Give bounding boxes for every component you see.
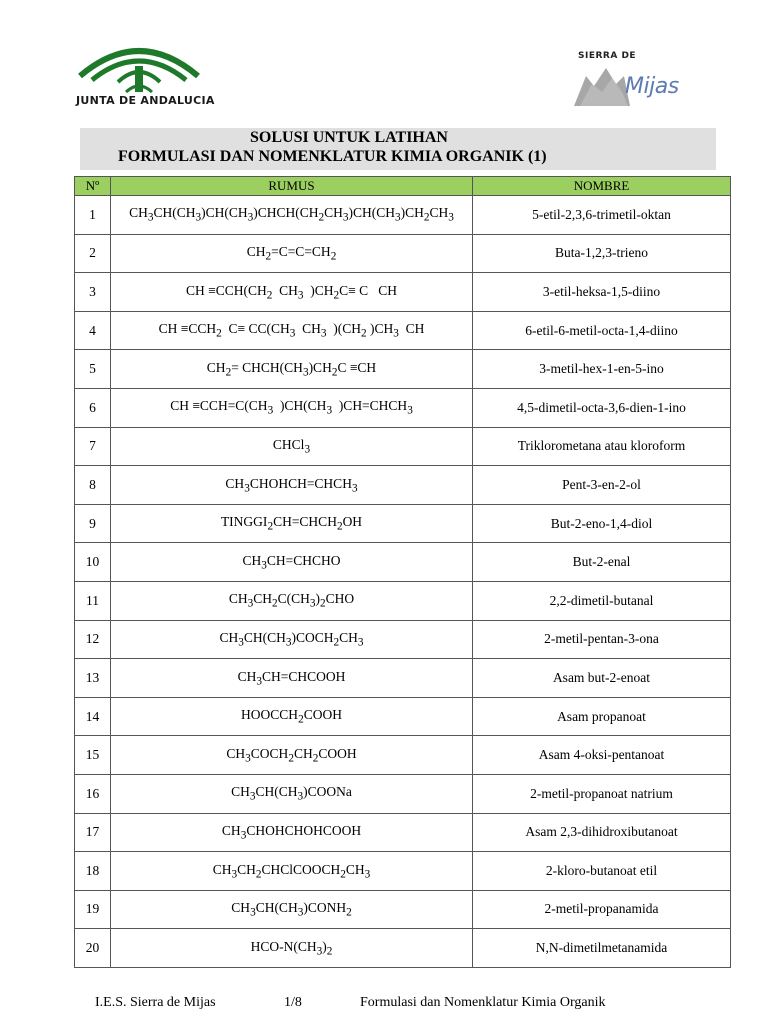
row-formula: CH $\equiv CCH_2$ $C\equiv CC(CH_3$ $CH_3$ )($CH_2$ )$CH_3$ CH [111,311,473,350]
table-row [75,581,731,620]
row-number: 2 [75,234,111,273]
junta-de-andalucia-logo [74,36,215,110]
row-number: 8 [75,466,111,505]
row-number: 20 [75,929,111,968]
table-row [75,427,731,466]
table-row [75,543,731,582]
row-number: 4 [75,311,111,350]
row-number: 15 [75,736,111,775]
row-number: 3 [75,273,111,312]
row-number: 6 [75,388,111,427]
table-row [75,929,731,968]
table-row [75,620,731,659]
table-row [75,659,731,698]
row-formula: $CH_3CHOHCHOHCOOH$ [111,813,473,852]
table-row [75,774,731,813]
table-row [75,196,731,235]
table-row [75,388,731,427]
logo-text-top: SIERRA DE [578,51,637,61]
row-formula: HCO-$N(CH_3)_2$ [111,929,473,968]
row-number: 7 [75,427,111,466]
row-formula: $CH_3CH_2CHClCOOCH_2CH_3$ [111,852,473,891]
table-row [75,311,731,350]
row-formula: $CH_3CH(CH_3)COCH_2CH_3$ [111,620,473,659]
row-number: 18 [75,852,111,891]
row-name: Asam 2,3-dihidroxibutanoat [473,813,731,852]
row-number: 11 [75,581,111,620]
logo-text: JUNTA DE ANDALUCIA [76,94,215,107]
row-number: 14 [75,697,111,736]
row-number: 5 [75,350,111,389]
column-header-name: NOMBRE [473,177,731,196]
table-row [75,736,731,775]
row-name: 2-metil-propanamida [473,890,731,929]
row-name: N,N-dimetilmetanamida [473,929,731,968]
title-box [80,128,716,170]
row-formula: $CH_3CHOHCH=CHCH_3$ [111,466,473,505]
row-name: 5-etil-2,3,6-trimetil-oktan [473,196,731,235]
table-row [75,504,731,543]
row-name: 2-metil-propanoat natrium [473,774,731,813]
page-title: SOLUSI UNTUK LATIHAN [250,129,448,146]
formula-table [74,176,731,968]
row-formula: CH $\equiv CCH=C(CH_3$ )$CH(CH_3$ )$CH=CHCH_3$ [111,388,473,427]
table-row [75,852,731,891]
row-formula: $CH_3CH(CH_3)COONa$ [111,774,473,813]
row-name: 4,5-dimetil-octa-3,6-dien-1-ino [473,388,731,427]
row-number: 9 [75,504,111,543]
row-formula: $TINGGI_2CH=CHCH_2OH$ [111,504,473,543]
row-name: 2-metil-pentan-3-ona [473,620,731,659]
footer-school: I.E.S. Sierra de Mijas [95,995,216,1010]
table-row [75,234,731,273]
table-row [75,890,731,929]
table-row [75,273,731,312]
row-number: 12 [75,620,111,659]
row-name: 3-metil-hex-1-en-5-ino [473,350,731,389]
table-row [75,350,731,389]
sierra-de-mijas-logo [572,50,690,112]
row-number: 13 [75,659,111,698]
row-formula: $CH_2=$ $CHCH(CH_3)CH_2C \equiv CH$ [111,350,473,389]
footer-subject: Formulasi dan Nomenklatur Kimia Organik [360,995,606,1010]
row-name: Triklorometana atau kloroform [473,427,731,466]
row-number: 19 [75,890,111,929]
column-header-number: Nº [75,177,111,196]
row-name: Asam but-2-enoat [473,659,731,698]
arch-logo-icon [74,36,204,96]
row-formula: CHCl$_3$ [111,427,473,466]
row-name: 6-etil-6-metil-octa-1,4-diino [473,311,731,350]
row-name: 2-kloro-butanoat etil [473,852,731,891]
row-number: 17 [75,813,111,852]
row-formula: $CH_3CH=CHCOOH$ [111,659,473,698]
column-header-formula: RUMUS [111,177,473,196]
footer-page-number: 1/8 [284,995,302,1010]
row-formula: $CH_3CH=CHCHO$ [111,543,473,582]
row-formula: $CH_3COCH_2CH_2COOH$ [111,736,473,775]
table-row [75,697,731,736]
row-formula: $CH_3CH(CH_3)CONH_2$ [111,890,473,929]
row-name: 2,2-dimetil-butanal [473,581,731,620]
table-header-row [75,177,731,196]
page-subtitle: FORMULASI DAN NOMENKLATUR KIMIA ORGANIK (1) [118,148,547,165]
row-formula: $CH_2=C=C=CH_2$ [111,234,473,273]
logo-text-main: Mijas [625,74,679,99]
row-name: Pent-3-en-2-ol [473,466,731,505]
row-name: Buta-1,2,3-trieno [473,234,731,273]
row-number: 10 [75,543,111,582]
table-row [75,813,731,852]
row-number: 1 [75,196,111,235]
row-formula: CH $\equiv CCH(CH_2$ $CH_3$ )$CH_2C\equiv C$ CH [111,273,473,312]
table-row [75,466,731,505]
row-name: But-2-eno-1,4-diol [473,504,731,543]
row-formula: $CH_3CH(CH_3)CH(CH_3)CHCH(CH_2CH_3)CH(CH_3)CH_2CH_3$ [111,196,473,235]
row-number: 16 [75,774,111,813]
row-formula: $HOOCCH_2COOH$ [111,697,473,736]
row-name: Asam 4-oksi-pentanoat [473,736,731,775]
row-name: 3-etil-heksa-1,5-diino [473,273,731,312]
row-name: Asam propanoat [473,697,731,736]
row-formula: $CH_3CH_2C(CH_3)_2CHO$ [111,581,473,620]
row-name: But-2-enal [473,543,731,582]
